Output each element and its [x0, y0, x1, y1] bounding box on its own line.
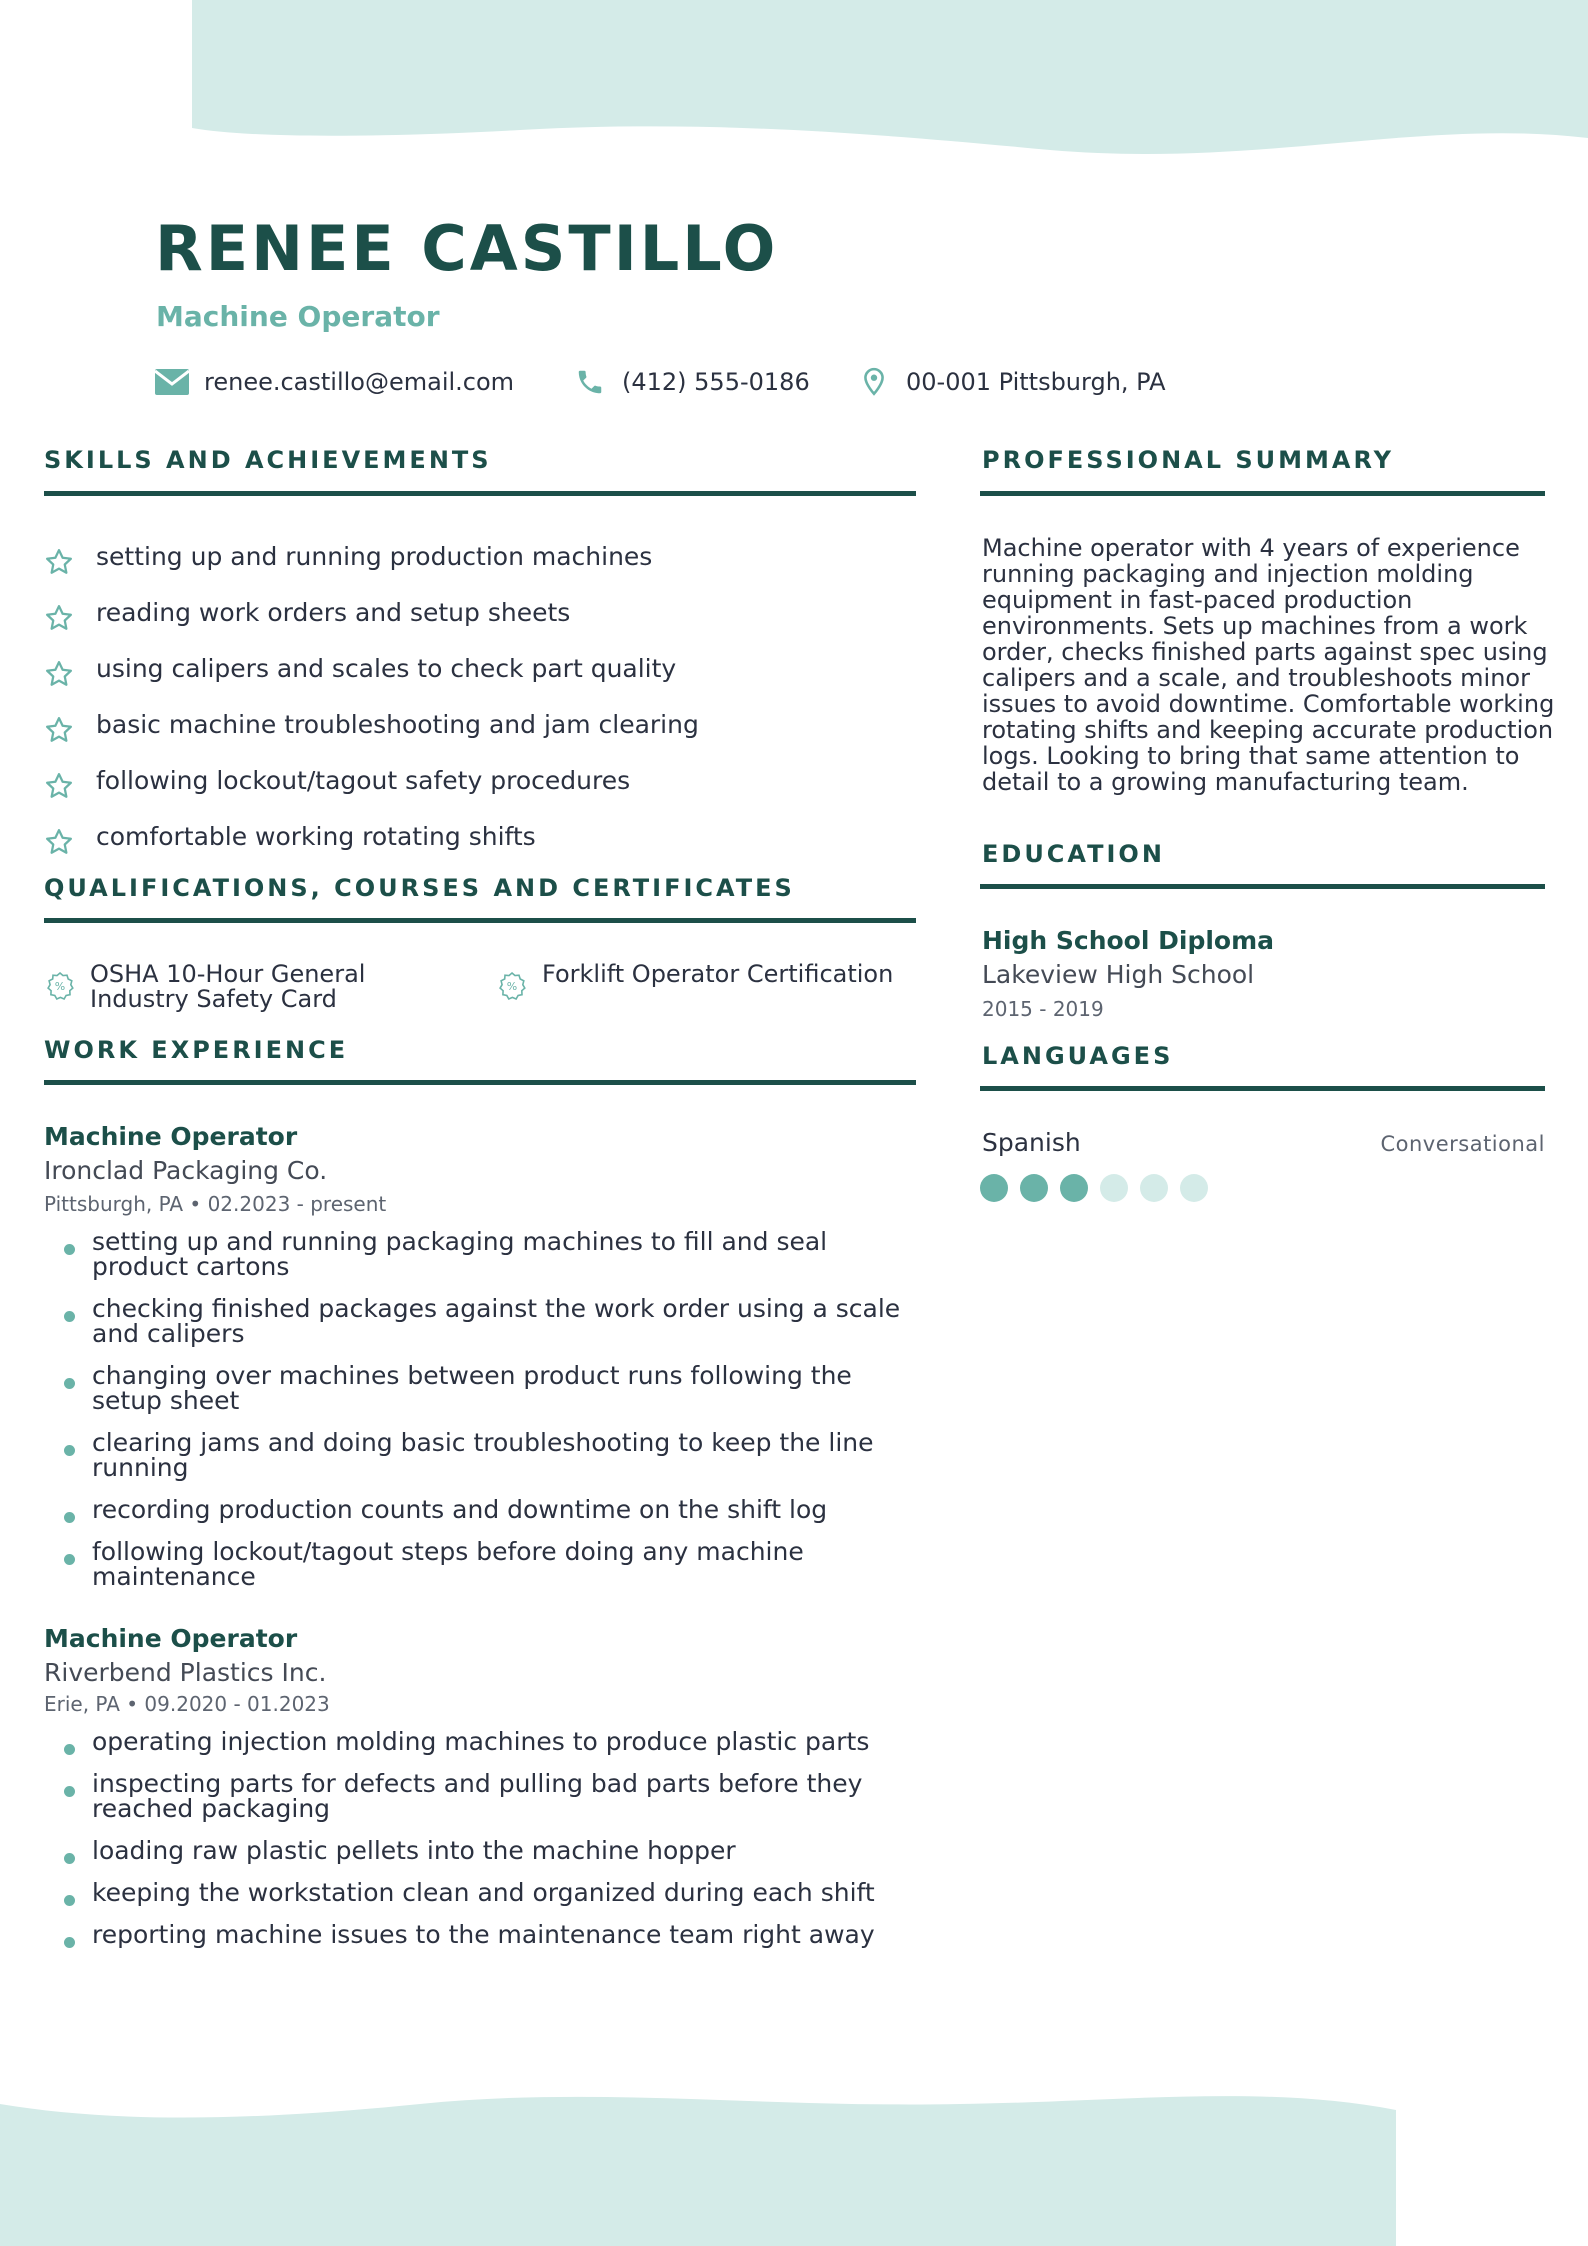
top-wave-decoration — [0, 0, 1588, 160]
email-text: renee.castillo@email.com — [204, 368, 515, 396]
candidate-name: RENEE CASTILLO — [155, 212, 779, 285]
skill-text: using calipers and scales to check part quality — [96, 653, 677, 683]
candidate-title: Machine Operator — [156, 300, 440, 333]
language-name: Spanish — [982, 1128, 1081, 1157]
phone-text: (412) 555-0186 — [622, 368, 810, 396]
job-bullet: changing over machines between product runs following the setup sheet — [62, 1363, 922, 1413]
contact-phone[interactable] — [572, 363, 810, 401]
skills-divider — [44, 491, 916, 496]
star-icon — [44, 771, 74, 801]
star-icon — [44, 547, 74, 577]
job-bullet: checking finished packages against the work order using a scale and calipers — [62, 1296, 922, 1346]
skill-text: basic machine troubleshooting and jam clearing — [96, 709, 699, 739]
skill-item — [44, 696, 924, 752]
bottom-wave-decoration — [0, 2080, 1588, 2246]
education-years: 2015 - 2019 — [982, 997, 1104, 1021]
job-title: Machine Operator — [44, 1624, 298, 1653]
skill-text: following lockout/tagout safety procedures — [96, 765, 631, 795]
job-meta: Erie, PA • 09.2020 - 01.2023 — [44, 1692, 330, 1716]
skill-item — [44, 640, 924, 696]
skill-item — [44, 808, 924, 864]
job-company: Riverbend Plastics Inc. — [44, 1658, 327, 1687]
location-text: 00-001 Pittsburgh, PA — [906, 368, 1166, 396]
job-bullet: recording production counts and downtime on the shift log — [62, 1497, 922, 1522]
skill-item — [44, 752, 924, 808]
skill-text: setting up and running production machines — [96, 541, 653, 571]
languages-divider — [980, 1086, 1545, 1091]
job-meta: Pittsburgh, PA • 02.2023 - present — [44, 1192, 387, 1216]
skill-item — [44, 584, 924, 640]
skill-text: reading work orders and setup sheets — [96, 597, 571, 627]
svg-text:%: % — [54, 980, 66, 993]
qualification-item — [496, 962, 926, 1002]
rating-dot-empty — [1140, 1174, 1168, 1202]
qualification-item — [44, 962, 464, 1012]
job-bullet: setting up and running packaging machines to fill and seal product cartons — [62, 1229, 922, 1279]
phone-icon — [572, 364, 608, 400]
qualification-text: Forklift Operator Certification — [542, 960, 894, 988]
contact-location — [856, 363, 1166, 401]
star-icon — [44, 659, 74, 689]
skills-list — [44, 528, 924, 864]
summary-divider — [980, 491, 1545, 496]
contact-email[interactable] — [154, 363, 514, 401]
certificate-icon — [44, 970, 76, 1002]
star-icon — [44, 827, 74, 857]
star-icon — [44, 715, 74, 745]
language-rating — [980, 1174, 1208, 1202]
education-divider — [980, 884, 1545, 889]
certificate-icon — [496, 970, 528, 1002]
rating-dot-empty — [1100, 1174, 1128, 1202]
job-bullet: loading raw plastic pellets into the machine hopper — [62, 1838, 922, 1863]
svg-text:%: % — [506, 980, 518, 993]
location-pin-icon — [856, 364, 892, 400]
skill-text: comfortable working rotating shifts — [96, 821, 536, 851]
job-bullets — [62, 1229, 922, 1589]
experience-divider — [44, 1080, 916, 1085]
star-icon — [44, 603, 74, 633]
rating-dot-filled — [1020, 1174, 1048, 1202]
qualification-text: OSHA 10-Hour General Industry Safety Card — [90, 960, 366, 1013]
qualifications-heading: QUALIFICATIONS, COURSES AND CERTIFICATES — [44, 874, 795, 902]
language-level: Conversational — [1380, 1132, 1545, 1156]
job-bullets — [62, 1729, 922, 1947]
experience-heading: WORK EXPERIENCE — [44, 1036, 349, 1064]
rating-dot-filled — [980, 1174, 1008, 1202]
summary-text: Machine operator with 4 years of experience running packaging and injection molding equipment in fast-paced production environments. Sets up machines from a work order, checks finished parts against spec using calipers and a scale, and troubleshoots minor issues to avoid downtime. Comfortable working rotating shifts and keeping accurate production logs. Looking to bring that same attention to detail to a growing manufacturing team. — [982, 534, 1555, 796]
skill-item — [44, 528, 924, 584]
qualifications-divider — [44, 918, 916, 923]
job-bullet: clearing jams and doing basic troubleshooting to keep the line running — [62, 1430, 922, 1480]
skills-heading: SKILLS AND ACHIEVEMENTS — [44, 446, 492, 474]
job-bullet: keeping the workstation clean and organized during each shift — [62, 1880, 922, 1905]
education-degree: High School Diploma — [982, 926, 1275, 955]
rating-dot-empty — [1180, 1174, 1208, 1202]
job-bullet: inspecting parts for defects and pulling bad parts before they reached packaging — [62, 1771, 922, 1821]
email-icon — [154, 364, 190, 400]
job-bullet: operating injection molding machines to produce plastic parts — [62, 1729, 922, 1754]
job-bullet: reporting machine issues to the maintenance team right away — [62, 1922, 922, 1947]
languages-heading: LANGUAGES — [982, 1042, 1174, 1070]
job-bullet: following lockout/tagout steps before doing any machine maintenance — [62, 1539, 922, 1589]
summary-heading: PROFESSIONAL SUMMARY — [982, 446, 1395, 474]
rating-dot-filled — [1060, 1174, 1088, 1202]
education-heading: EDUCATION — [982, 840, 1165, 868]
job-company: Ironclad Packaging Co. — [44, 1156, 328, 1185]
job-title: Machine Operator — [44, 1122, 298, 1151]
education-school: Lakeview High School — [982, 960, 1255, 989]
